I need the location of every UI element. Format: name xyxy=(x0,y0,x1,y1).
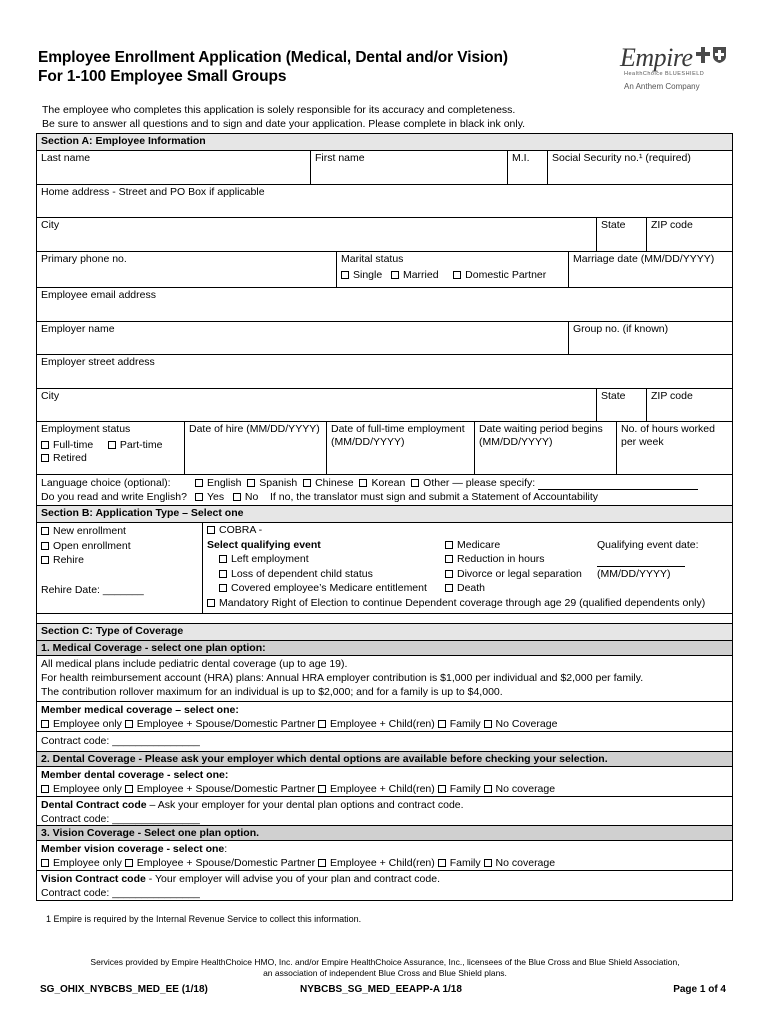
spanish-checkbox[interactable] xyxy=(247,479,255,487)
rehire-checkbox[interactable] xyxy=(41,556,49,564)
part-time-checkbox[interactable] xyxy=(108,441,116,449)
yes-label: Yes xyxy=(207,491,225,503)
row-employment xyxy=(37,422,732,475)
qualifying-date-label: Qualifying event date: xyxy=(597,538,699,551)
korean-checkbox[interactable] xyxy=(359,479,367,487)
member-dental-coverage xyxy=(37,767,732,797)
phone-label: Primary phone no. xyxy=(41,253,127,265)
no-checkbox[interactable] xyxy=(233,493,241,501)
zip-field[interactable] xyxy=(647,218,732,251)
medical-opt-employee-only: Employee only xyxy=(53,718,122,730)
header xyxy=(38,43,738,108)
medical-coverage-header: 1. Medical Coverage - select one plan option: xyxy=(37,641,732,656)
rehire-label: Rehire xyxy=(53,554,84,566)
employer-city-label: City xyxy=(41,390,60,402)
enrollment-type-field xyxy=(37,523,203,613)
ssn-field[interactable] xyxy=(548,151,732,184)
date-full-time-format: (MM/DD/YYYY) xyxy=(331,436,405,449)
vision-contract-note: - Your employer will advise you of your plan and contract code. xyxy=(145,873,440,885)
medical-employee-spouse-checkbox[interactable] xyxy=(125,720,133,728)
read-write-label: Do you read and write English? xyxy=(41,491,187,503)
employer-name-label: Employer name xyxy=(41,323,115,335)
empire-logo xyxy=(620,42,730,102)
divorce-checkbox[interactable] xyxy=(445,570,453,578)
vision-opt-employee-only: Employee only xyxy=(53,857,122,869)
city-label: City xyxy=(41,219,60,231)
other-label: Other — please specify: xyxy=(423,477,536,489)
marriage-date-field[interactable] xyxy=(569,252,732,287)
chinese-checkbox[interactable] xyxy=(303,479,311,487)
medical-employee-children-checkbox[interactable] xyxy=(318,720,326,728)
translator-note: If no, the translator must sign and submit a Statement of Accountability xyxy=(270,491,599,503)
row-home-address xyxy=(37,185,732,218)
vision-no-coverage-checkbox[interactable] xyxy=(484,859,492,867)
covered-medicare-checkbox[interactable] xyxy=(219,584,227,592)
left-employment-checkbox[interactable] xyxy=(219,555,227,563)
married-checkbox[interactable] xyxy=(391,271,399,279)
new-enrollment-label: New enrollment xyxy=(53,525,126,537)
medical-opt-employee-children: Employee + Child(ren) xyxy=(330,718,435,730)
row-email xyxy=(37,288,732,322)
vision-contract-label: Vision Contract code xyxy=(41,873,146,885)
marital-status-field xyxy=(337,252,569,287)
full-time-label: Full-time xyxy=(53,439,94,452)
services-disclaimer xyxy=(0,957,770,979)
member-medical-label: Member medical coverage – select one: xyxy=(41,704,239,716)
member-vision-coverage xyxy=(37,841,732,871)
covered-medicare-label: Covered employee’s Medicare entitlement xyxy=(231,582,427,594)
intro-line1: The employee who completes this application is solely responsible for its accuracy and completeness. xyxy=(42,104,516,116)
row-application-type xyxy=(37,523,732,614)
row-language xyxy=(37,475,732,506)
footer-form-code-center: NYBCBS_SG_MED_EEAPP-A 1/18 xyxy=(300,984,462,995)
vision-opt-family: Family xyxy=(449,857,481,869)
dental-employee-spouse-checkbox[interactable] xyxy=(125,785,133,793)
footer-form-code-left: SG_OHIX_NYBCBS_MED_EE (1/18) xyxy=(40,984,208,995)
logo-subtitle: HealthChoice BLUESHIELD xyxy=(624,71,705,77)
home-address-field[interactable] xyxy=(37,185,732,217)
single-label: Single xyxy=(353,269,383,282)
date-full-time-field[interactable] xyxy=(327,422,475,474)
ssn-label: Social Security no.¹ (required) xyxy=(552,152,691,164)
divorce-label: Divorce or legal separation xyxy=(457,567,582,580)
vision-employee-spouse-checkbox[interactable] xyxy=(125,859,133,867)
employer-street-label: Employer street address xyxy=(41,356,155,368)
spacer-row xyxy=(37,614,732,624)
hours-worked-sub: per week xyxy=(621,436,664,449)
zip-label: ZIP code xyxy=(651,219,693,231)
dental-no-coverage-checkbox[interactable] xyxy=(484,785,492,793)
hours-worked-field[interactable] xyxy=(617,422,732,474)
mandatory-election-checkbox[interactable] xyxy=(207,599,215,607)
spanish-label: Spanish xyxy=(259,477,298,489)
rehire-date-label: Rehire Date: _______ xyxy=(41,583,144,596)
employer-state-field[interactable] xyxy=(597,389,647,421)
date-of-hire-label: Date of hire (MM/DD/YYYY) xyxy=(189,423,320,435)
footnote: 1 Empire is required by the Internal Revenue Service to collect this information. xyxy=(46,914,362,924)
city-field[interactable] xyxy=(37,218,597,251)
intro-line2: Be sure to answer all questions and to sign and date your application. Please complete in black ink only. xyxy=(42,117,526,130)
footer-page-number: Page 1 of 4 xyxy=(673,984,726,995)
employer-zip-label: ZIP code xyxy=(651,390,693,402)
language-field xyxy=(37,475,732,505)
medical-note-1: All medical plans include pediatric dental coverage (up to age 19). xyxy=(41,658,348,670)
form-title-line1: Employee Enrollment Application (Medical, Dental and/or Vision) xyxy=(38,49,508,66)
member-vision-colon: : xyxy=(224,843,228,855)
marriage-date-label: Marriage date (MM/DD/YYYY) xyxy=(573,253,715,265)
dental-contract-note: – Ask your employer for your dental plan options and contract code. xyxy=(146,799,464,811)
dental-family-checkbox[interactable] xyxy=(438,785,446,793)
loss-dependent-checkbox[interactable] xyxy=(219,570,227,578)
state-label: State xyxy=(601,219,626,231)
logo-wordmark: Empire xyxy=(620,43,693,72)
state-field[interactable] xyxy=(597,218,647,251)
open-enrollment-label: Open enrollment xyxy=(53,539,131,552)
medical-contract-code-label: Contract code: _______________ xyxy=(41,735,200,747)
retired-checkbox[interactable] xyxy=(41,454,49,462)
employer-state-label: State xyxy=(601,390,626,402)
employment-status-field xyxy=(37,422,185,474)
mandatory-election-label: Mandatory Right of Election to continue Dependent coverage through age 29 (qualified dependents only) xyxy=(219,596,706,609)
cobra-label: COBRA - xyxy=(219,524,263,536)
marital-status-label: Marital status xyxy=(341,253,404,265)
no-label: No xyxy=(244,491,259,503)
section-a-header: Section A: Employee Information xyxy=(37,134,732,151)
left-employment-label: Left employment xyxy=(231,553,309,565)
language-label: Language choice (optional): xyxy=(41,477,171,489)
group-no-field[interactable] xyxy=(569,322,732,354)
date-waiting-label: Date waiting period begins xyxy=(479,423,603,435)
logo-anthem-tagline: An Anthem Company xyxy=(624,82,700,91)
date-waiting-format: (MM/DD/YYYY) xyxy=(479,436,553,449)
medical-opt-no-coverage: No Coverage xyxy=(495,718,558,730)
vision-opt-no-coverage: No coverage xyxy=(495,857,556,869)
section-c-header: Section C: Type of Coverage xyxy=(37,624,732,641)
retired-label: Retired xyxy=(53,452,87,465)
row-city xyxy=(37,218,732,252)
vision-employee-only-checkbox[interactable] xyxy=(41,859,49,867)
hours-worked-label: No. of hours worked xyxy=(621,423,715,435)
medicare-label: Medicare xyxy=(457,538,501,551)
section-b-header: Section B: Application Type – Select one xyxy=(37,506,732,523)
dental-opt-employee-only: Employee only xyxy=(53,783,122,795)
medicare-checkbox[interactable] xyxy=(445,541,453,549)
medical-employee-only-checkbox[interactable] xyxy=(41,720,49,728)
date-of-hire-field[interactable] xyxy=(185,422,327,474)
home-address-label: Home address - Street and PO Box if applicable xyxy=(41,186,265,198)
qualifying-date-format: (MM/DD/YYYY) xyxy=(597,567,671,580)
row-employer-city xyxy=(37,389,732,422)
date-waiting-field[interactable] xyxy=(475,422,617,474)
dental-opt-family: Family xyxy=(449,783,481,795)
dental-opt-no-coverage: No coverage xyxy=(495,783,556,795)
dental-opt-employee-children: Employee + Child(ren) xyxy=(330,783,435,795)
row-name xyxy=(37,151,732,185)
death-label: Death xyxy=(457,582,486,594)
vision-contract-code-field[interactable]: Contract code: _______________ xyxy=(41,887,200,899)
services-line2: an association of independent Blue Cross and Blue Shield plans. xyxy=(263,968,507,978)
medical-family-checkbox[interactable] xyxy=(438,720,446,728)
dental-opt-employee-spouse: Employee + Spouse/Domestic Partner xyxy=(136,783,316,795)
loss-dependent-label: Loss of dependent child status xyxy=(231,567,373,580)
medical-opt-employee-spouse: Employee + Spouse/Domestic Partner xyxy=(136,718,316,730)
yes-checkbox[interactable] xyxy=(195,493,203,501)
reduction-hours-label: Reduction in hours xyxy=(457,553,545,565)
row-employer xyxy=(37,322,732,355)
vision-family-checkbox[interactable] xyxy=(438,859,446,867)
employment-status-label: Employment status xyxy=(41,423,131,435)
last-name-label: Last name xyxy=(41,152,91,164)
date-full-time-label: Date of full-time employment xyxy=(331,423,465,435)
dental-contract xyxy=(37,797,732,826)
dental-contract-code-field[interactable]: Contract code: _______________ xyxy=(41,813,200,825)
medical-contract-code[interactable] xyxy=(37,732,732,752)
vision-opt-employee-spouse: Employee + Spouse/Domestic Partner xyxy=(136,857,316,869)
email-field[interactable] xyxy=(37,288,732,321)
married-label: Married xyxy=(402,269,439,282)
medical-no-coverage-checkbox[interactable] xyxy=(484,720,492,728)
employer-name-field[interactable] xyxy=(37,322,569,354)
mi-field[interactable] xyxy=(508,151,548,184)
reduction-hours-checkbox[interactable] xyxy=(445,555,453,563)
korean-label: Korean xyxy=(371,477,406,489)
row-employer-street xyxy=(37,355,732,389)
open-enrollment-checkbox[interactable] xyxy=(41,542,49,550)
mi-label: M.I. xyxy=(512,152,530,164)
chinese-label: Chinese xyxy=(315,477,354,489)
blue-cross-icon xyxy=(696,47,710,63)
row-phone-marital xyxy=(37,252,732,288)
first-name-field[interactable] xyxy=(311,151,508,184)
form-table xyxy=(36,133,733,901)
services-line1: Services provided by Empire HealthChoice HMO, Inc. and/or Empire HealthChoice Assurance, Inc., licensees of the Blue Cross and Blue Shield Association, xyxy=(90,957,680,967)
first-name-label: First name xyxy=(315,152,365,164)
english-checkbox[interactable] xyxy=(195,479,203,487)
cobra-field xyxy=(203,523,732,613)
member-dental-label: Member dental coverage - select one: xyxy=(41,769,229,781)
domestic-partner-checkbox[interactable] xyxy=(453,271,461,279)
new-enrollment-checkbox[interactable] xyxy=(41,527,49,535)
employer-street-field[interactable] xyxy=(37,355,732,388)
domestic-partner-label: Domestic Partner xyxy=(465,269,547,282)
dental-employee-only-checkbox[interactable] xyxy=(41,785,49,793)
medical-note-3: The contribution rollover maximum for an individual is up to $2,000; and for a family is up to $4,000. xyxy=(41,686,503,698)
form-title-line2: For 1-100 Employee Small Groups xyxy=(38,68,287,85)
employer-zip-field[interactable] xyxy=(647,389,732,421)
single-checkbox[interactable] xyxy=(341,271,349,279)
english-label: English xyxy=(207,477,242,489)
select-qualifying-label: Select qualifying event xyxy=(207,538,321,551)
vision-coverage-header: 3. Vision Coverage - Select one plan option. xyxy=(37,826,732,841)
member-vision-label: Member vision coverage - select one xyxy=(41,843,225,855)
dental-contract-label: Dental Contract code xyxy=(41,799,147,811)
death-checkbox[interactable] xyxy=(445,584,453,592)
part-time-label: Part-time xyxy=(119,439,163,452)
full-time-checkbox[interactable] xyxy=(41,441,49,449)
email-label: Employee email address xyxy=(41,289,156,301)
cobra-checkbox[interactable] xyxy=(207,526,215,534)
member-medical-coverage xyxy=(37,702,732,732)
last-name-field[interactable] xyxy=(37,151,311,184)
vision-employee-children-checkbox[interactable] xyxy=(318,859,326,867)
vision-opt-employee-children: Employee + Child(ren) xyxy=(330,857,435,869)
employer-city-field[interactable] xyxy=(37,389,597,421)
dental-coverage-header: 2. Dental Coverage - Please ask your employer which dental options are available before checking your selection. xyxy=(37,752,732,767)
medical-opt-family: Family xyxy=(449,718,481,730)
medical-note-2: For health reimbursement account (HRA) plans: Annual HRA employer contribution is $1,000 per individual and $2,000 per family. xyxy=(41,672,644,684)
vision-contract xyxy=(37,871,732,900)
dental-employee-children-checkbox[interactable] xyxy=(318,785,326,793)
intro-text xyxy=(42,104,525,131)
blue-shield-icon xyxy=(713,47,726,63)
medical-notes xyxy=(37,656,732,702)
group-no-label: Group no. (if known) xyxy=(573,323,669,335)
phone-field[interactable] xyxy=(37,252,337,287)
other-checkbox[interactable] xyxy=(411,479,419,487)
